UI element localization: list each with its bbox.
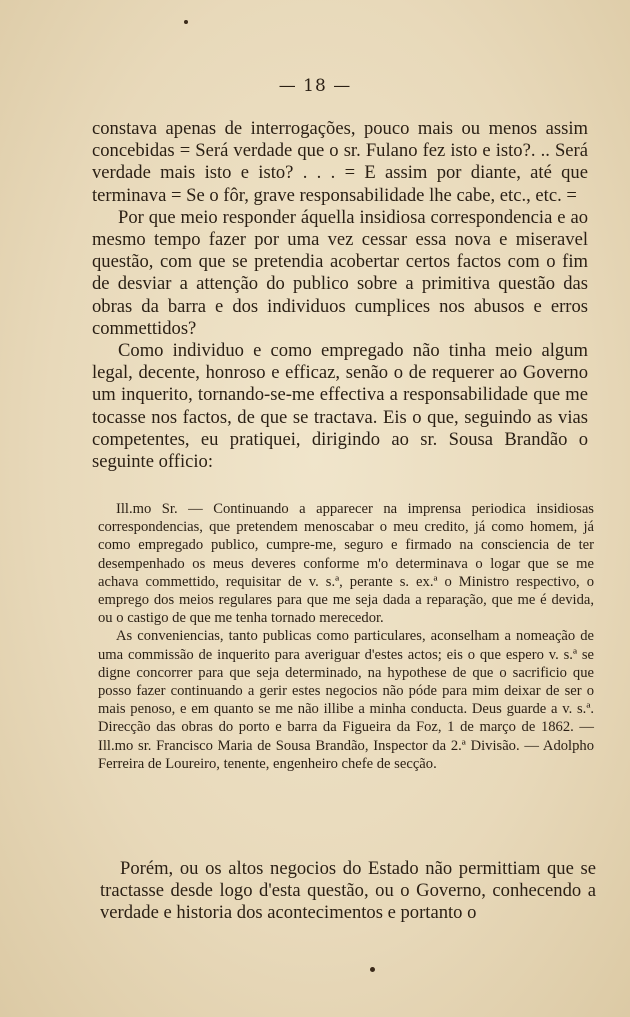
ink-speck <box>184 20 188 24</box>
letter-paragraph: Ill.mo Sr. — Continuando a apparecer na imprensa periodica insidiosas correspondencias, que pretendem menoscabar o meu credito, já como homem, já como empregado publico, cumpre-me, seguro e firmado na consciencia de ter desempenhado os meus deveres conforme m'o determinava o logar que se me achava commettido, requisitar de v. s.ª, perante s. ex.ª o Ministro respectivo, o emprego dos meios regulares para que me seja dada a reparação, que me é devida, ou o castigo de que me tenha tornado merecedor. <box>98 501 594 627</box>
main-text <box>92 118 588 473</box>
letter-paragraph: As conveniencias, tanto publicas como particulares, aconselham a nomeação de uma commissão de inquerito para averiguar d'estes actos; eis o que espero v. s.ª se digne concorrer para que seja determinado, na hypothese de que o sacrificio que posso fazer continuando a gerir estes negocios não póde para mim deixar de ser o mais penoso, e em quanto se me não illibe a minha conducta. Deus guarde a v. s.ª. Direcção das obras do porto e barra da Figueira da Foz, 1 de março de 1862. — Ill.mo sr. Francisco Maria de Sousa Brandão, Inspector da 2.ª Divisão. — Adolpho Ferreira de Loureiro, tenente, engenheiro chefe de secção. <box>98 628 594 772</box>
paragraph: Porém, ou os altos negocios do Estado não permittiam que se tractasse desde logo d'esta questão, ou o Governo, conhecendo a verdade e historia dos acontecimentos e portanto o <box>100 858 596 924</box>
closing-text <box>100 858 596 925</box>
paragraph: Como individuo e como empregado não tinha meio algum legal, decente, honroso e efficaz, senão o de requerer ao Governo um inquerito, tornando-se-me effectiva a responsabilidade que me tocasse nos factos, de que se tractava. Eis o que, seguindo as vias competentes, eu pratiquei, dirigindo ao sr. Sousa Brandão o seguinte officio: <box>92 340 588 473</box>
quoted-letter <box>98 500 594 773</box>
ink-speck <box>370 967 375 972</box>
paragraph: Por que meio responder áquella insidiosa correspondencia e ao mesmo tempo fazer por uma vez cessar essa nova e miseravel questão, com que se pretendia acobertar certos factos com o fim de desviar a attenção do publico sobre a primitiva questão das obras da barra e dos individuos cumplices nos abusos e erros commettidos? <box>92 206 588 339</box>
page-number: — 18 — <box>278 76 352 96</box>
paragraph: constava apenas de interrogações, pouco mais ou menos assim concebidas = Será verdade que o sr. Fulano fez isto e isto?. .. Será verdade mais isto e isto? . . . = E assim por diante, até que terminava = Se o fôr, grave responsabilidade lhe cabe, etc., etc. = <box>92 118 588 206</box>
